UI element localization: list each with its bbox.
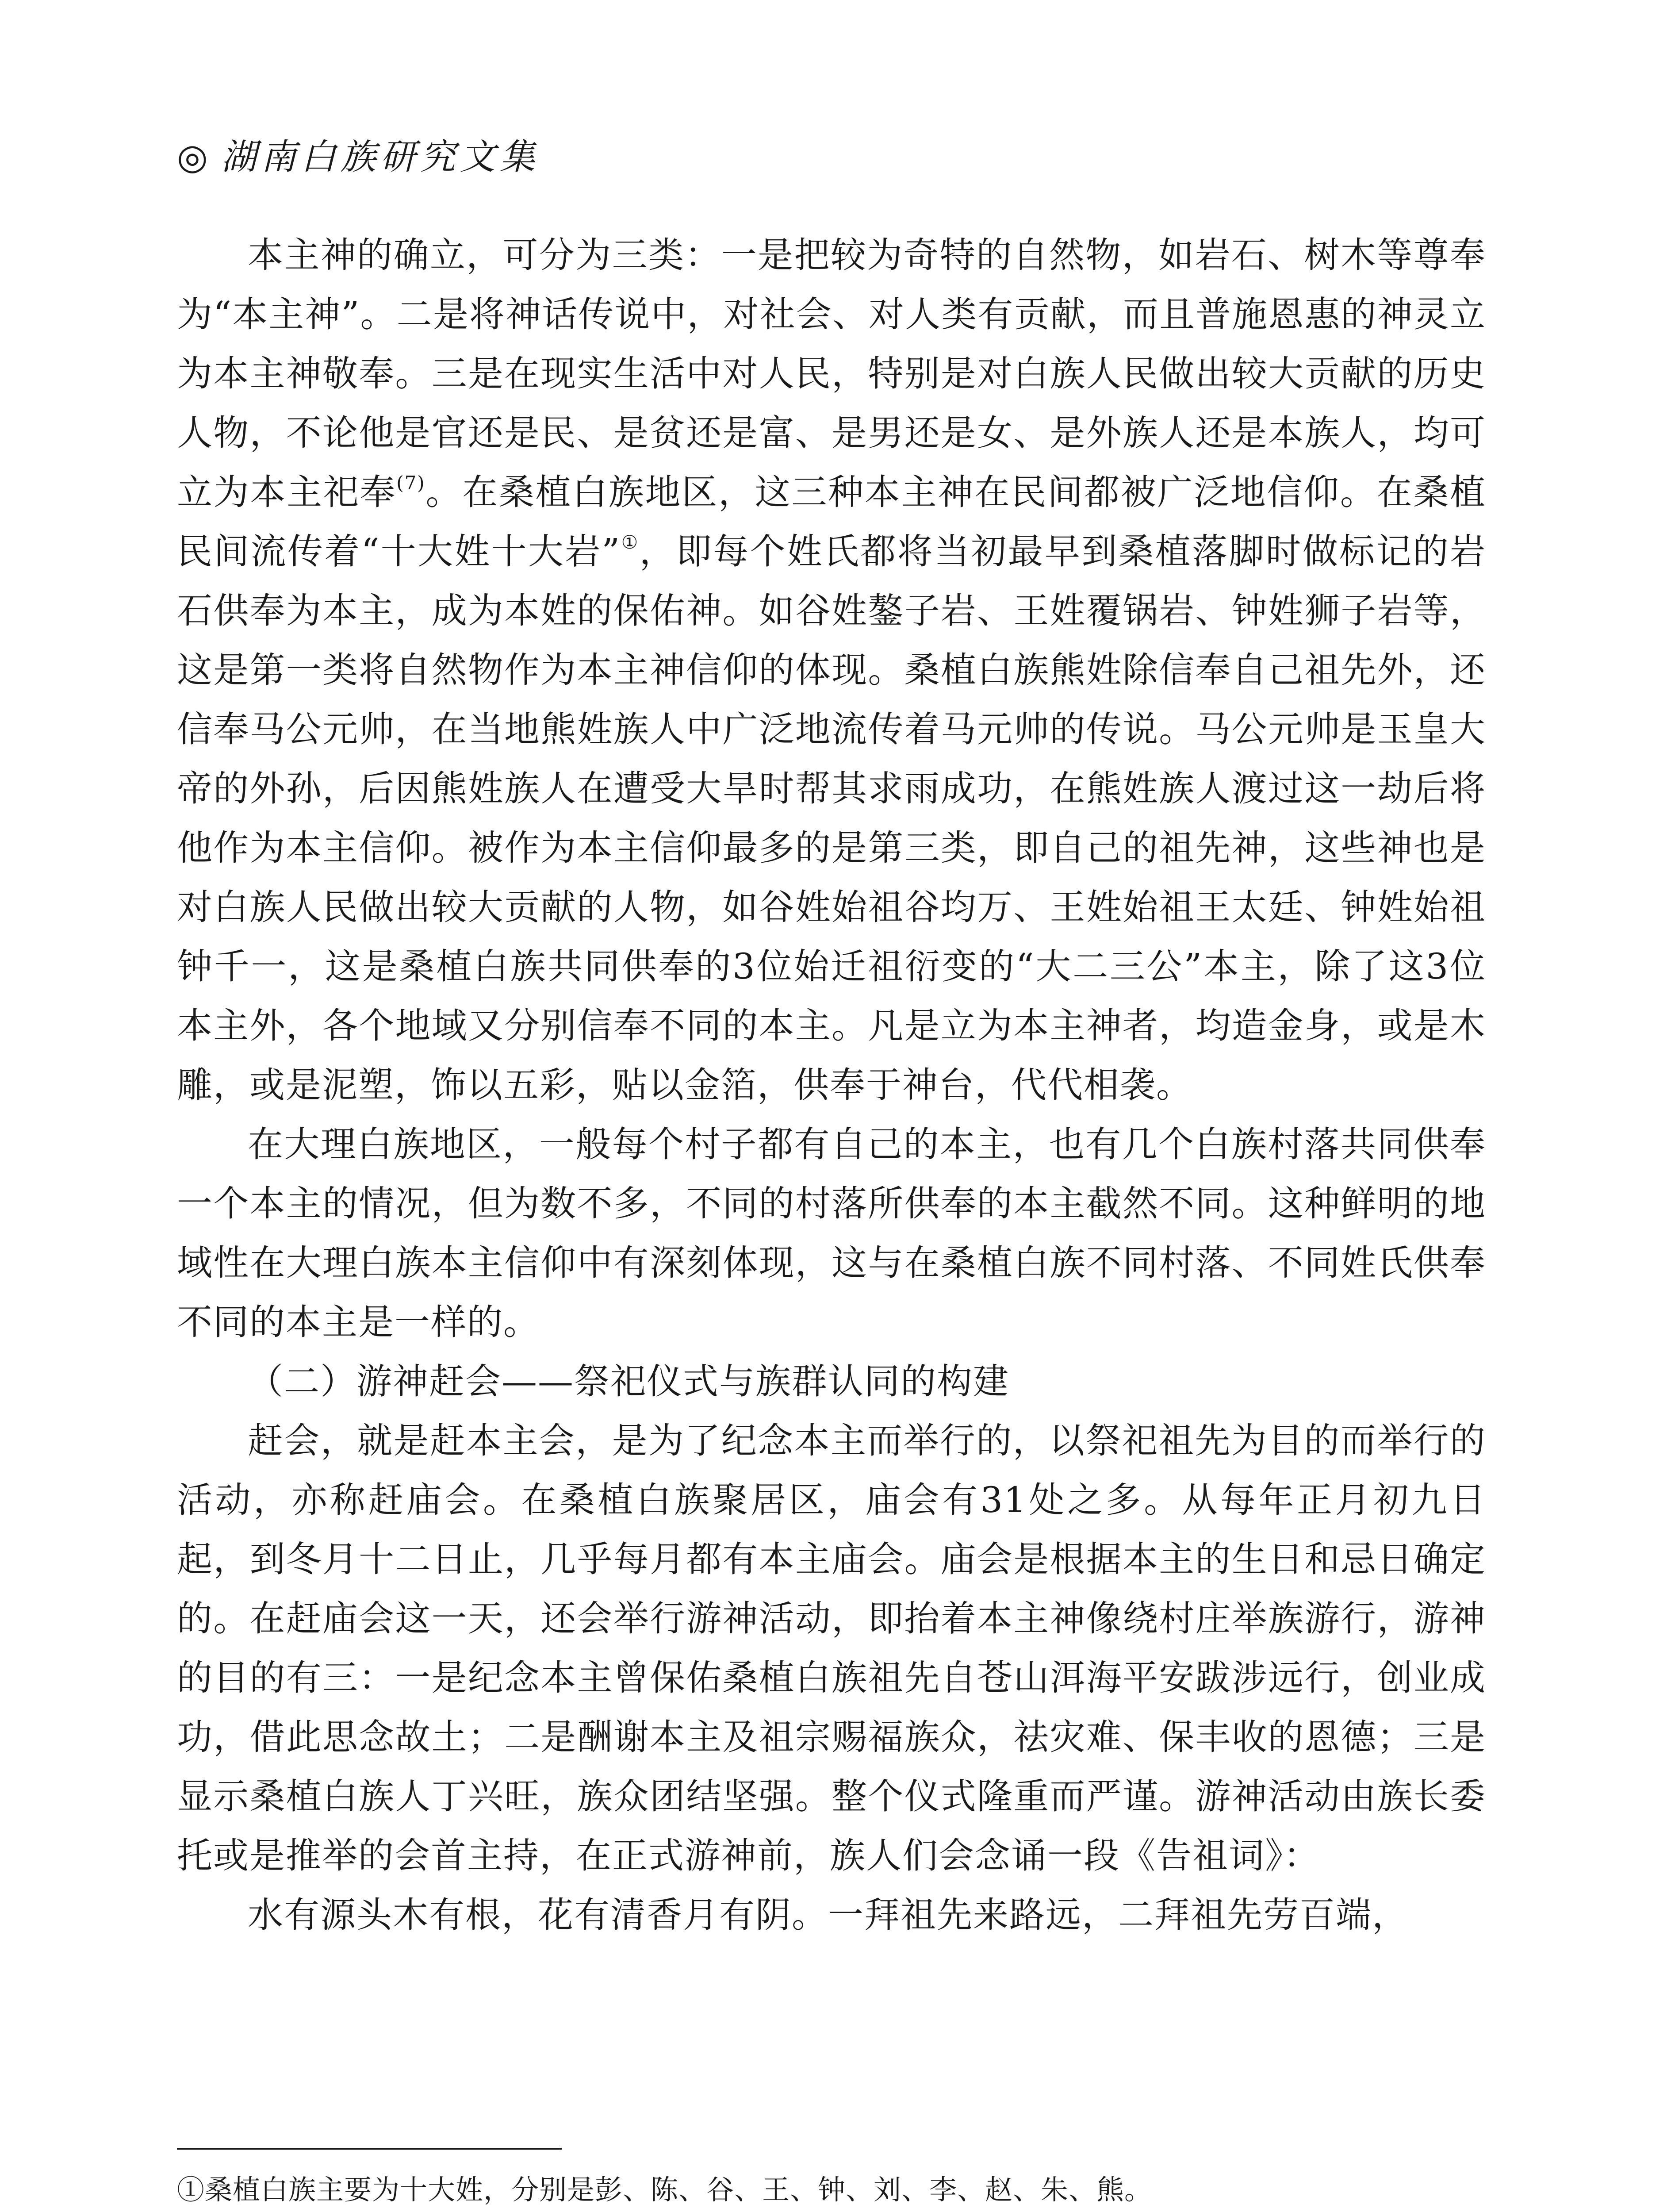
- footnote: ①桑植白族主要为十大姓，分别是彭、陈、谷、王、钟、刘、李、赵、朱、熊。: [177, 2174, 1153, 2206]
- paragraph-text: 水有源头木有根，花有清香月有阴。一拜祖先来路远，二拜祖先劳百端，: [248, 1894, 1408, 1936]
- paragraph-text: 在大理白族地区，一般每个村子都有自己的本主，也有几个白族村落共同供奉一个本主的情况，但为数不多，不同的村落所供奉的本主截然不同。这种鲜明的地域性在大理白族本主信仰中有深刻体现，这与在桑植白族不同村落、不同姓氏供奉不同的本主是一样的。: [177, 1124, 1486, 1343]
- paragraph-text: 赶会，就是赶本主会，是为了纪念本主而举行的，以祭祀祖先为目的而举行的活动，亦称赶庙会。在桑植白族聚居区，庙会有31处之多。从每年正月初九日起，到冬月十二日止，几乎每月都有本主庙会。庙会是根据本主的生日和忌日确定的。在赶庙会这一天，还会举行游神活动，即抬着本主神像绕村庄举族游行，游神的目的有三：一是纪念本主曾保佑桑植白族祖先自苍山洱海平安跋涉远行，创业成功，借此思念故土；二是酬谢本主及祖宗赐福族众，祛灾难、保丰收的恩德；三是显示桑植白族人丁兴旺，族众团结坚强。整个仪式隆重而严谨。游神活动由族长委托或是推举的会首主持，在正式游神前，族人们会念诵一段《告祖词》：: [177, 1420, 1486, 1876]
- note-reference: (7): [396, 472, 425, 494]
- body-text: [177, 226, 1486, 1945]
- paragraph-text: 。在桑植白族地区，这三种本主神在民间都被广泛地信仰。在桑植民间流传着“十大姓十大岩”: [177, 472, 1487, 572]
- paragraph: [177, 1115, 1486, 1352]
- header-circle-mark: ◎: [177, 136, 208, 177]
- footnote-divider: [177, 2148, 562, 2150]
- section-heading: [177, 1352, 1486, 1411]
- note-reference: ①: [621, 531, 640, 553]
- book-title: 湖南白族研究文集: [221, 136, 540, 177]
- paragraph: [177, 226, 1486, 1115]
- paragraph-text: 本主神的确立，可分为三类：一是把较为奇特的自然物，如岩石、树木等尊奉为“本主神”。二是将神话传说中，对社会、对人类有贡献，而且普施恩惠的神灵立为本主神敬奉。三是在现实生活中对人民，特别是对白族人民做出较大贡献的历史人物，不论他是官还是民、是贫还是富、是男还是女、是外族人还是本族人，均可立为本主祀奉: [177, 234, 1486, 513]
- paragraph-text: ，即每个姓氏都将当初最早到桑植落脚时做标记的岩石供奉为本主，成为本姓的保佑神。如谷姓鏊子岩、王姓覆锅岩、钟姓狮子岩等，这是第一类将自然物作为本主神信仰的体现。桑植白族熊姓除信奉自己祖先外，还信奉马公元帅，在当地熊姓族人中广泛地流传着马元帅的传说。马公元帅是玉皇大帝的外孙，后因熊姓族人在遭受大旱时帮其求雨成功，在熊姓族人渡过这一劫后将他作为本主信仰。被作为本主信仰最多的是第三类，即自己的祖先神，这些神也是对白族人民做出较大贡献的人物，如谷姓始祖谷均万、王姓始祖王太廷、钟姓始祖钟千一，这是桑植白族共同供奉的3位始迁祖衍变的“大二三公”本主，除了这3位本主外，各个地域又分别信奉不同的本主。凡是立为本主神者，均造金身，或是木雕，或是泥塑，饰以五彩，贴以金箔，供奉于神台，代代相袭。: [177, 531, 1487, 1106]
- paragraph: [177, 1886, 1486, 1945]
- paragraph-text: （二）游神赶会——祭祀仪式与族群认同的构建: [248, 1361, 1009, 1402]
- paragraph: [177, 1411, 1486, 1886]
- running-header: [177, 133, 540, 181]
